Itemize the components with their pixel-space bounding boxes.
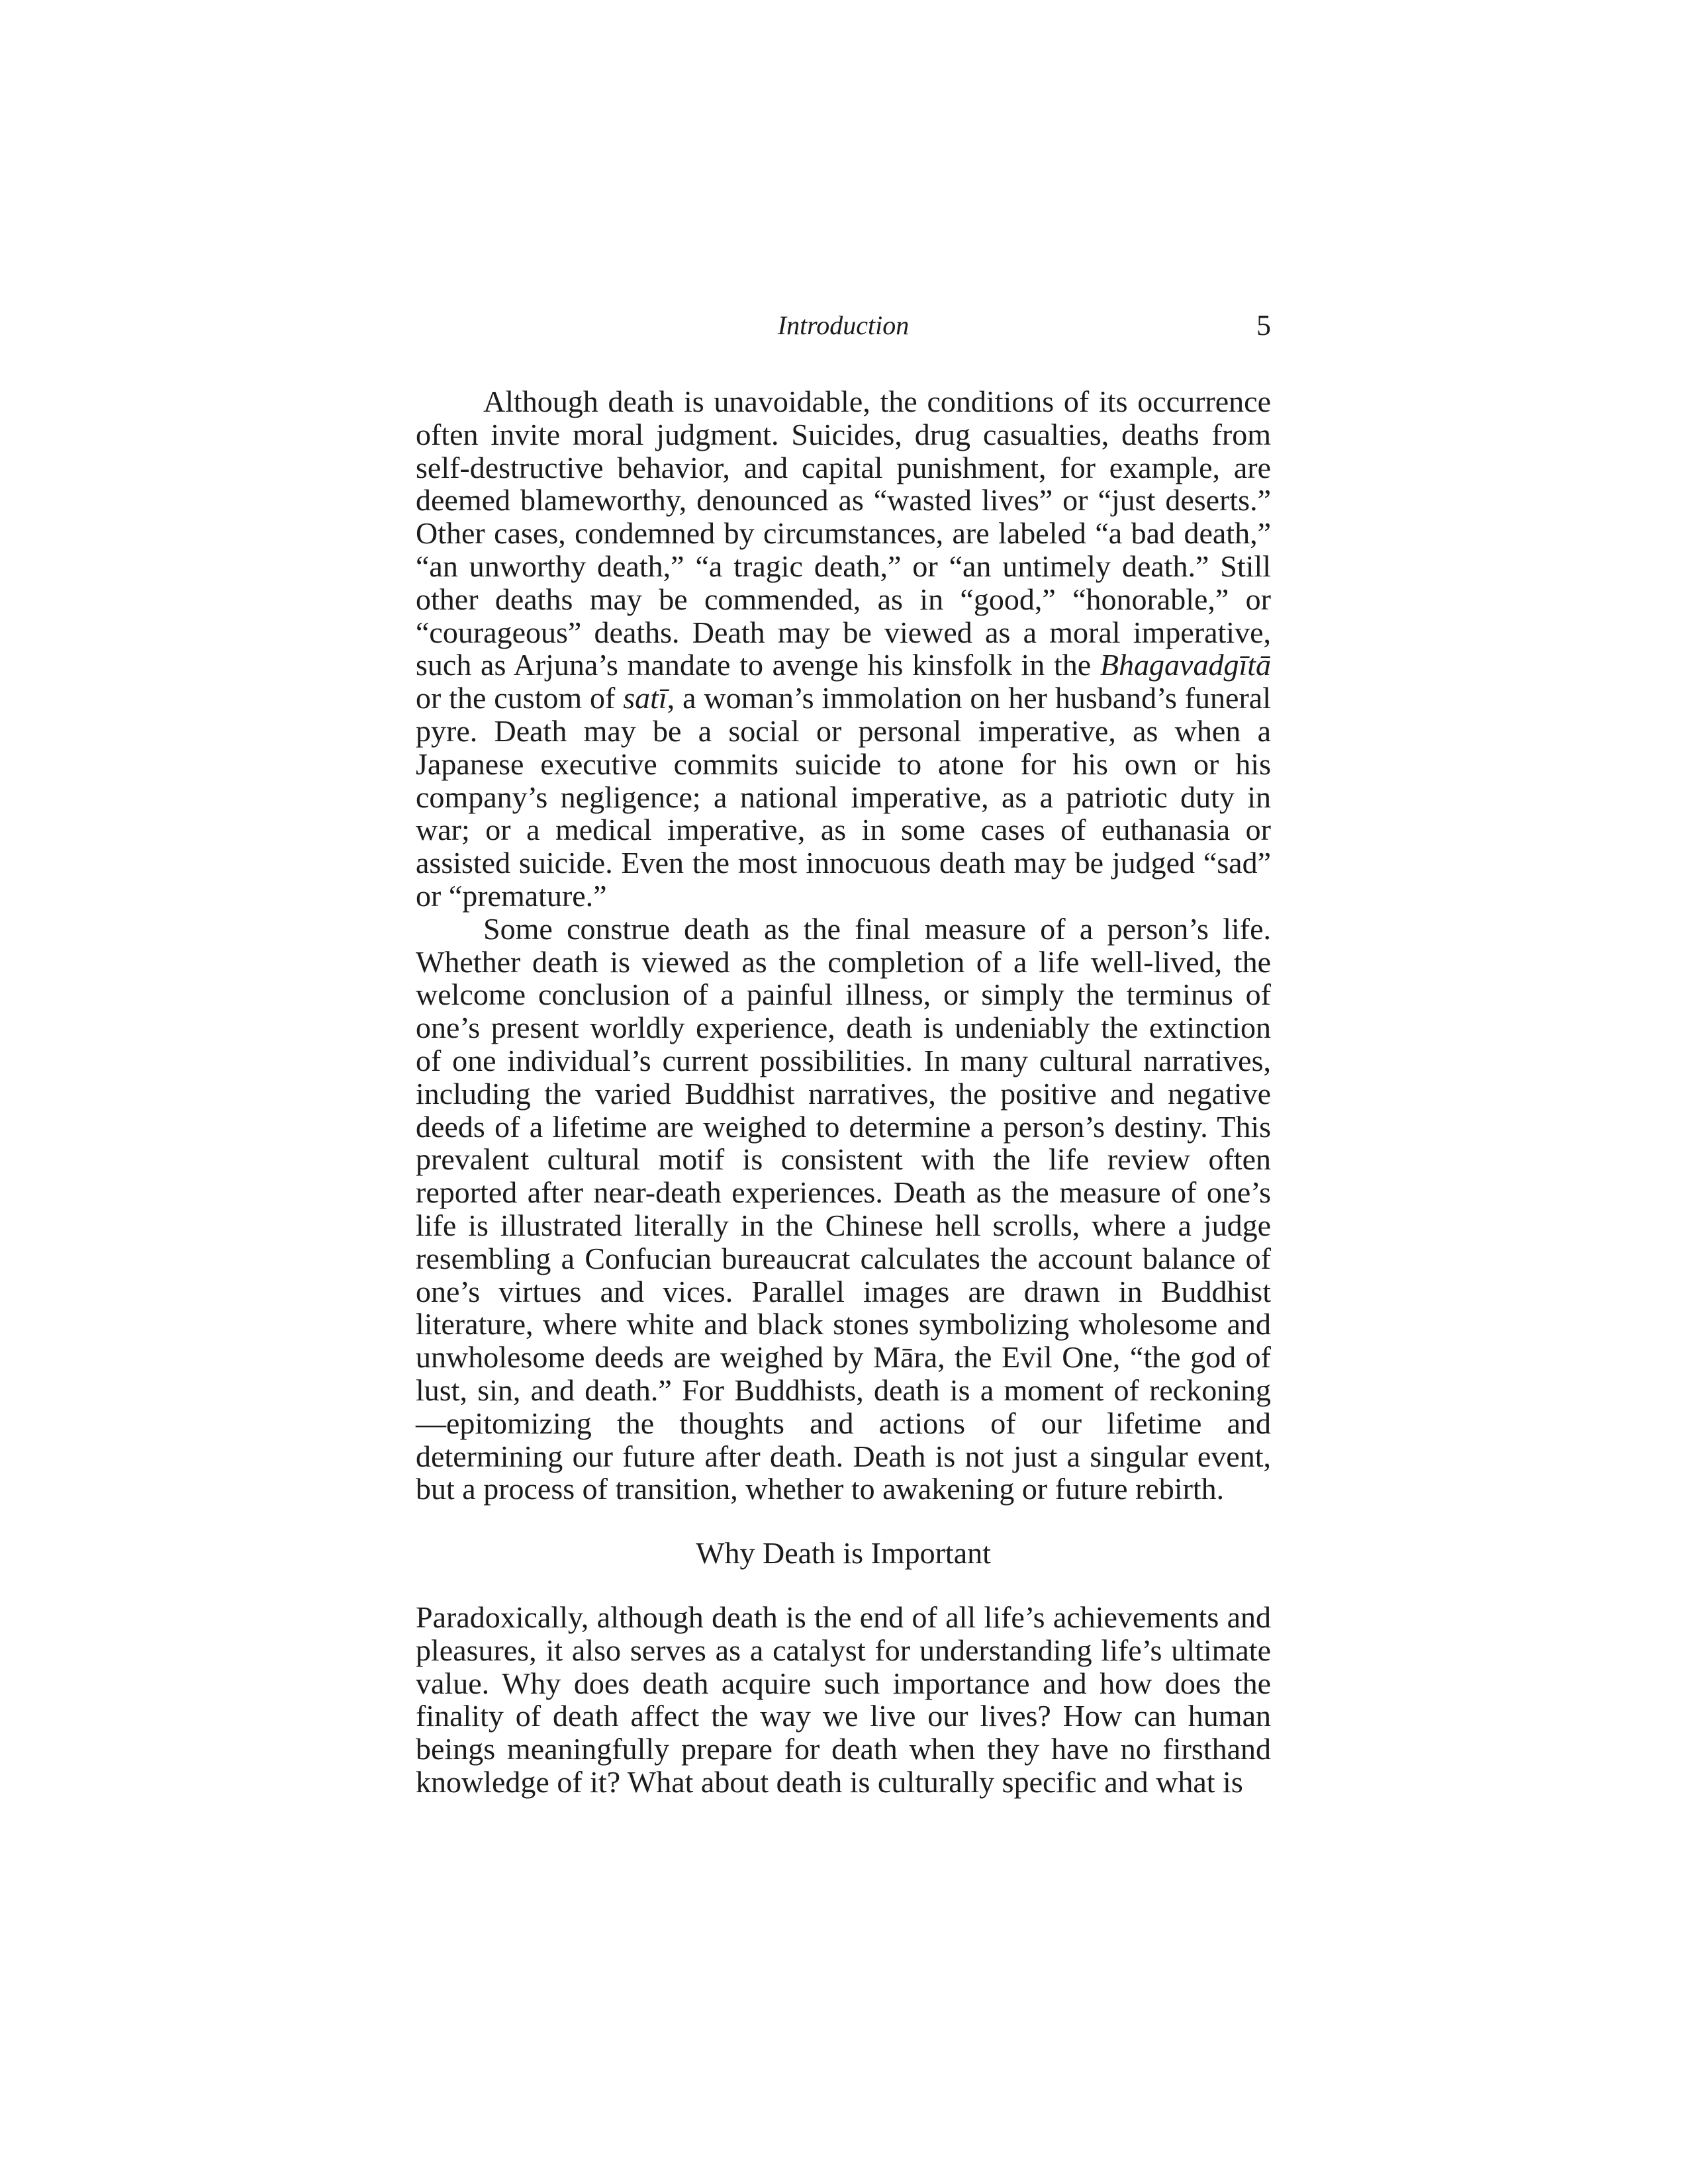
paragraph-3: Paradoxically, although death is the end of all life’s achievements and pleasures, it also serves as a catalyst for understanding life’s ultimate value. Why does death acquire such importance and how does the finality of death affect the way we live our lives? How can human beings meaningfully prepare for death when they have no firsthand knowledge of it? What about death is culturally specific and what is xyxy=(416,1600,1271,1799)
paragraph-1-text-a: Although death is unavoidable, the conditions of its occurrence often invite moral judgment. Suicides, drug casualties, deaths from self-destructive behavior, and capital punishment, for example, are deemed blameworthy, denounced as “wasted lives” or “just deserts.” Other cases, condemned by circumstances, are labeled “a bad death,” “an unworthy death,” “a tragic death,” or “an untimely death.” Still other deaths may be commended, as in “good,” “honorable,” or “courageous” deaths. Death may be viewed as a moral imperative, such as Arjuna’s mandate to avenge his kinsfolk in the xyxy=(416,385,1271,682)
paragraph-1-text-c: , a woman’s immolation on her husband’s funeral pyre. Death may be a social or personal imperative, as when a Japanese executive commits suicide to atone for his own or his company’s negligence; a national imperative, as a patriotic duty in war; or a medical imperative, as in some cases of euthanasia or assisted suicide. Even the most innocuous death may be judged “sad” or “premature.” xyxy=(416,681,1271,913)
text-block xyxy=(416,385,1271,1799)
paragraph-1 xyxy=(416,385,1271,913)
page-header xyxy=(416,306,1271,345)
paragraph-1-text-b: or the custom of xyxy=(416,681,624,715)
section-heading: Why Death is Important xyxy=(696,1536,991,1570)
paragraph-2: Some construe death as the final measure of a person’s life. Whether death is viewed as the completion of a life well-lived, the welcome conclusion of a painful illness, or simply the terminus of one’s present worldly experience, death is undeniably the extinction of one individual’s current possibilities. In many cultural narratives, including the varied Buddhist narratives, the positive and negative deeds of a lifetime are weighed to determine a person’s destiny. This prevalent cultural motif is consistent with the life review often reported after near-death experiences. Death as the measure of one’s life is illustrated literally in the Chinese hell scrolls, where a judge resembling a Confucian bureaucrat calculates the account balance of one’s virtues and vices. Parallel images are drawn in Buddhist literature, where white and black stones symbolizing wholesome and unwholesome deeds are weighed by Māra, the Evil One, “the god of lust, sin, and death.” For Buddhists, death is a moment of reckoning—epitomizing the thoughts and actions of our lifetime and determining our future after death. Death is not just a singular event, but a process of transition, whether to awakening or future rebirth. xyxy=(416,911,1271,1506)
page-number: 5 xyxy=(1256,309,1271,341)
italic-term-sati: satī xyxy=(623,681,667,715)
italic-term-bhagavadgita: Bhagavadgītā xyxy=(1100,648,1271,682)
running-head: Introduction xyxy=(777,310,910,340)
